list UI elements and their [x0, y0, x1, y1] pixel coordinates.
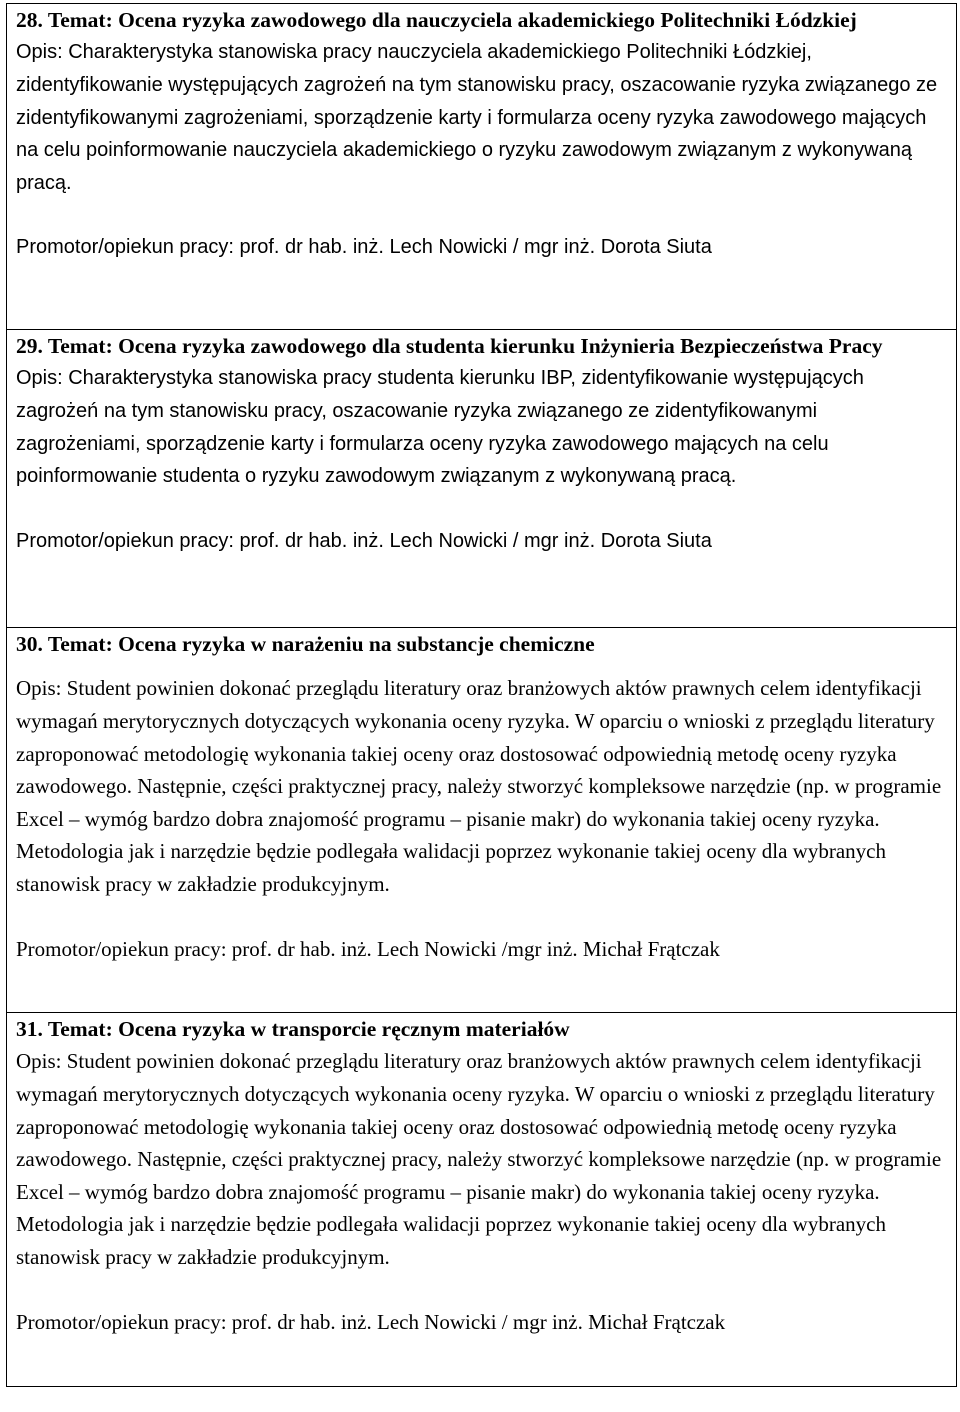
- topic-description: Opis: Charakterystyka stanowiska pracy studenta kierunku IBP, zidentyfikowanie występujących zagrożeń na tym stanowisku pracy, oszacowanie ryzyka związanego ze zidentyfikowanymi zagrożeniami, sporządzenie karty i formularza oceny ryzyka zawodowego mających na celu poinformowanie studenta o ryzyku zawodowym związanym z wykonywaną pracą.: [16, 367, 864, 488]
- topic-cell-28: [7, 4, 957, 330]
- topic-cell-29: [7, 330, 957, 628]
- topic-promotor: Promotor/opiekun pracy: prof. dr hab. inż. Lech Nowicki / mgr inż. Michał Frątczak: [16, 1309, 726, 1334]
- topic-row-29: [7, 330, 957, 628]
- topic-promotor: Promotor/opiekun pracy: prof. dr hab. inż. Lech Nowicki /mgr inż. Michał Frątczak: [16, 936, 720, 961]
- topic-cell-31: [7, 1013, 957, 1387]
- topic-cell-30: [7, 628, 957, 1013]
- topic-promotor: Promotor/opiekun pracy: prof. dr hab. inż. Lech Nowicki / mgr inż. Dorota Siuta: [16, 236, 712, 259]
- topic-description: Opis: Charakterystyka stanowiska pracy nauczyciela akademickiego Politechniki Łódzkiej, zidentyfikowanie występujących zagrożeń na tym stanowisku pracy, oszacowanie ryzyka związanego ze zidentyfikowanymi zagrożeniami, sporządzenie karty i formularza oceny ryzyka zawodowego mających na celu poinformowanie nauczyciela akademickiego o ryzyku zawodowym związanym z wykonywaną pracą.: [16, 41, 938, 194]
- topics-table: [6, 3, 957, 1387]
- topic-description: Opis: Student powinien dokonać przeglądu literatury oraz branżowych aktów prawnych celem identyfikacji wymagań merytorycznych dotyczących wykonania oceny ryzyka. W oparciu o wnioski z przeglądu literatury zaproponować metodologię wykonania takiej oceny oraz dostosować odpowiednią metodę oceny ryzyka zawodowego. Następnie, części praktycznej pracy, należy stworzyć kompleksowe narzędzie (np. w programie Excel – wymóg bardzo dobra znajomość programu – pisanie makr) do wykonania takiej oceny ryzyka. Metodologia jak i narzędzie będzie podlegała walidacji poprzez wykonanie takiej oceny dla wybranych stanowisk pracy w zakładzie produkcyjnym.: [16, 1049, 942, 1269]
- topic-title: 31. Temat: Ocena ryzyka w transporcie ręcznym materiałów: [16, 1017, 570, 1041]
- topic-title: 28. Temat: Ocena ryzyka zawodowego dla nauczyciela akademickiego Politechniki Łódzkiej: [16, 8, 857, 32]
- topic-title: 29. Temat: Ocena ryzyka zawodowego dla studenta kierunku Inżynieria Bezpieczeństwa Pracy: [16, 334, 883, 358]
- topic-row-30: [7, 628, 957, 1013]
- topic-row-31: [7, 1013, 957, 1387]
- topic-description: Opis: Student powinien dokonać przeglądu literatury oraz branżowych aktów prawnych celem identyfikacji wymagań merytorycznych dotyczących wykonania oceny ryzyka. W oparciu o wnioski z przeglądu literatury zaproponować metodologię wykonania takiej oceny oraz dostosować odpowiednią metodę oceny ryzyka zawodowego. Następnie, części praktycznej pracy, należy stworzyć kompleksowe narzędzie (np. w programie Excel – wymóg bardzo dobra znajomość programu – pisanie makr) do wykonania takiej oceny ryzyka. Metodologia jak i narzędzie będzie podlegała walidacji poprzez wykonanie takiej oceny dla wybranych stanowisk pracy w zakładzie produkcyjnym.: [16, 676, 942, 896]
- topic-row-28: [7, 4, 957, 330]
- topic-title: 30. Temat: Ocena ryzyka w narażeniu na substancje chemiczne: [16, 632, 595, 656]
- topic-promotor: Promotor/opiekun pracy: prof. dr hab. inż. Lech Nowicki / mgr inż. Dorota Siuta: [16, 529, 712, 552]
